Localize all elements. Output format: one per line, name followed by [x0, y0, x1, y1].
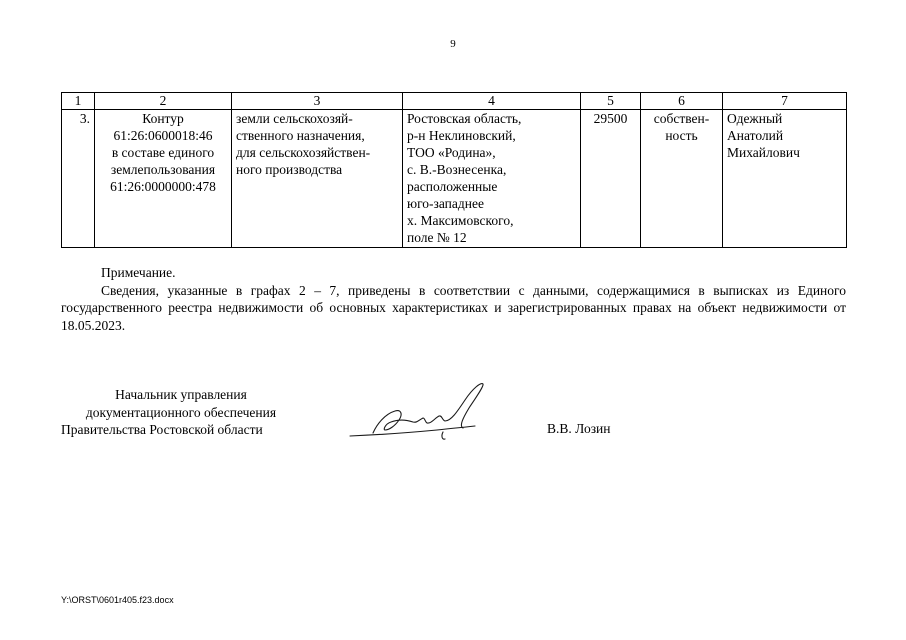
cell-line: р-н Неклиновский, [407, 128, 516, 143]
cell-line: 61:26:0600018:46 [113, 128, 213, 143]
cell-line: х. Максимовского, [407, 213, 514, 228]
cell-line: юго-западнее [407, 196, 484, 211]
position-line: Начальник управления [115, 387, 247, 402]
cell-line: Одежный [727, 111, 783, 126]
cell-cadastral-contour [95, 110, 232, 248]
header-col-1: 1 [62, 93, 95, 110]
cell-line: с. В.-Вознесенка, [407, 162, 507, 177]
cell-line: поле № 12 [407, 230, 467, 245]
position-line: документационного обеспечения [85, 404, 277, 420]
header-col-2: 2 [95, 93, 232, 110]
signatory-position [61, 386, 301, 439]
header-col-6: 6 [641, 93, 723, 110]
cell-line: собствен- [653, 111, 710, 126]
note-title: Примечание. [101, 265, 176, 280]
cell-line: расположенные [407, 179, 498, 194]
cell-line: Анатолий [727, 128, 784, 143]
cell-line: ТОО «Родина», [407, 145, 496, 160]
page-number: 9 [450, 38, 456, 50]
cell-location [403, 110, 581, 248]
table-row [62, 110, 847, 248]
table-header-row [62, 93, 847, 110]
cell-area: 29500 [581, 110, 641, 248]
header-col-4: 4 [403, 93, 581, 110]
cell-line: в составе единого [111, 145, 215, 160]
note-section [61, 264, 846, 334]
header-col-7: 7 [723, 93, 847, 110]
cell-line: 61:26:0000000:478 [110, 179, 216, 194]
register-table [61, 92, 847, 248]
header-col-5: 5 [581, 93, 641, 110]
signer-name: В.В. Лозин [547, 421, 611, 436]
cell-line: земли сельскохозяй- [236, 111, 353, 126]
cell-line: землепользования [110, 162, 216, 177]
cell-land-category [232, 110, 403, 248]
note-text: Сведения, указанные в графах 2 – 7, приведены в соответствии с данными, содержащимися в выписках из Единого государственного реестра недвижимости об основных характеристиках и зарегистрированных правах на объект недвижимости от 18.05.2023. [61, 282, 846, 333]
cell-line: Ростовская область, [407, 111, 522, 126]
file-path: Y:\ORST\0601r405.f23.docx [61, 595, 174, 605]
cell-line: Контур [142, 111, 184, 126]
cell-line: Михайлович [727, 145, 800, 160]
handwritten-signature [345, 378, 495, 446]
header-col-3: 3 [232, 93, 403, 110]
cell-right-type [641, 110, 723, 248]
cell-line: для сельскохозяйствен- [236, 145, 371, 160]
cell-line: ственного назначения, [236, 128, 365, 143]
cell-line: ного производства [236, 162, 343, 177]
cell-line: ность [665, 128, 698, 143]
position-line: Правительства Ростовской области [61, 422, 263, 437]
cell-row-number: 3. [62, 110, 95, 248]
cell-owner [723, 110, 847, 248]
